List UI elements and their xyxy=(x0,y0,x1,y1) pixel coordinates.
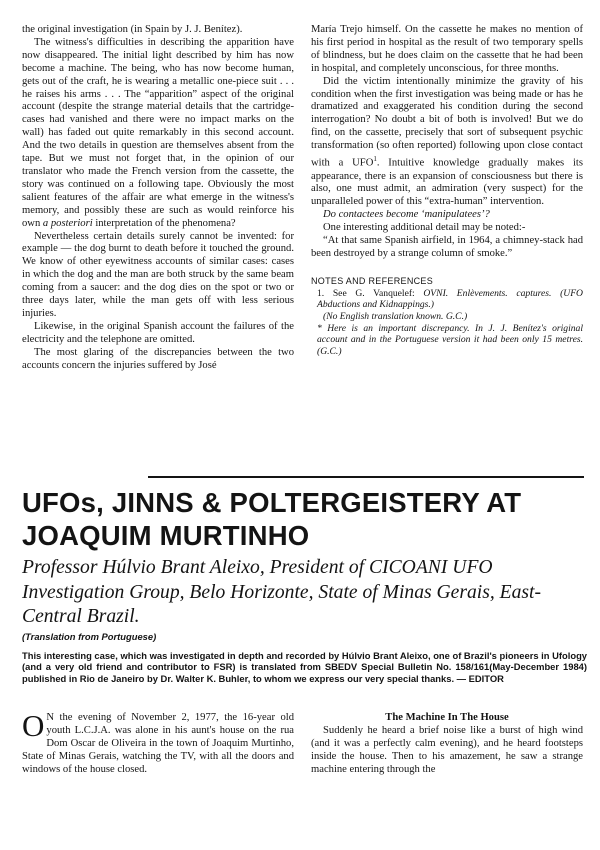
paragraph: the original investigation (in Spain by J. J. Benítez). xyxy=(22,24,243,35)
editor-intro: This interesting case, which was investigated in depth and recorded by Húlvio Brant Aleixo, one of Brazil's pioneers in Ufology (and a very old friend and contributor to FSR) is translated from SBEDV Special Bulletin No. 158/161(May-December 1984) published in Rio de Janeiro by Dr. Walter K. Buhler, to whom we express our very special thanks. — EDITOR xyxy=(22,650,588,684)
article-left-column xyxy=(22,708,294,777)
drop-cap: O xyxy=(22,708,45,743)
article-title: UFOs, JINNS & POLTERGEISTERY AT JOAQUIM MURTINHO xyxy=(22,487,522,551)
top-right-column xyxy=(311,24,583,357)
paragraph: Nevertheless certain details surely cannot be invented: for example — the dog burnt to death before it touched the ground. We know of other eyewitness accounts of similar cases: cases in which the dog and the man are both struck by the same beam coming from a saucer: and the dog dies on the spot or two or three days later, while the man gets off with less serious injuries. xyxy=(22,230,294,319)
note-1: 1. See G. Vanquelef: OVNI. Enlèvements. captures. (UFO Abductions and Kidnappings.) xyxy=(317,287,583,311)
article-byline: Professor Húlvio Brant Aleixo, President of CICOANI UFO Investigation Group, Belo Horizonte, State of Minas Gerais, East-Central Brazil. xyxy=(22,557,542,627)
paragraph: “At that same Spanish airfield, in 1964, a chimney-stack had been destroyed by a strange column of smoke.” xyxy=(311,235,583,259)
paragraph: The witness's difficulties in describing the apparition have now disappeared. The initial light described by him has now become a machine. The being, who has now become human, gets out of the craft, he is wearing a metallic one-piece suit . . . he raises his arms . . . The “apparition” aspect of the original account (despite the strange material details that the cartridge-cases had vanished and there were no impact marks on the wall) has faded out quite remarkably in this second account. And the two details in question are themselves absent from the tape. But we must not forget that, in the opinion of our translator who made the French version from the cassette, the story was continued on a following tape. Obviously the most salient features of the affair are what emerge in the witness's memory, and possibly these are such as would reinforce his own a posteriori interpretation of the phenomena? xyxy=(22,36,294,229)
paragraph: Do contactees become ‘manipulatees’? xyxy=(323,209,490,221)
top-left-column xyxy=(22,24,294,372)
translation-note: (Translation from Portuguese) xyxy=(22,631,157,642)
notes-heading: NOTES AND REFERENCES xyxy=(311,275,434,286)
paragraph: One interesting additional detail may be noted:- xyxy=(323,222,526,234)
section-divider xyxy=(148,476,584,478)
paragraph: O N the evening of November 2, 1977, the 16-year old youth L.C.J.A. was alone in his aunt's house on the rua Dom Oscar de Oliveira in the town of Joaquim Murtinho, State of Minas Gerais, watching the TV, with all the doors and windows of the house closed. xyxy=(22,708,294,775)
section-subheading: The Machine In The House xyxy=(385,712,509,723)
paragraph: María Trejo himself. On the cassette he makes no mention of his first period in hospital as the result of two temporary spells of blindness, but he does claim on the cassette that he had been in hospital, and completely unconscious, for three months. xyxy=(311,24,583,74)
paragraph: Suddenly he heard a brief noise like a burst of high wind (and it was a perfectly calm evening), and he heard footsteps inside the house. Then to his amazement, he saw a strange machine entering through the xyxy=(311,724,583,775)
note-star: * Here is an important discrepancy. In J. J. Benítez's original account and in the Portuguese version it had been only 15 metres. (G.C.) xyxy=(317,322,583,357)
paragraph: Likewise, in the original Spanish account the failures of the electricity and the telephone are omitted. xyxy=(22,320,294,345)
paragraph: Did the victim intentionally minimize the gravity of his condition when the first investigation was being made or has he dramatized and exaggerated his condition during the second interrogation? No doubt a bit of both is involved! But we do find, on the cassette, precisely that sort of subsequent psychic transformation (so often reported) following upon close contact with a UFO$^1$. Intuitive knowledge gradually makes its appearance, there is an expansion of consciousness but there is also, one must admit, an admiration (very suspect) for the unparalleled power of this “extra-human” intervention. xyxy=(311,75,583,208)
note-1-comment: (No English translation known. G.C.) xyxy=(323,310,468,322)
article-right-column xyxy=(311,712,583,777)
notes-section xyxy=(311,275,583,357)
paragraph: The most glaring of the discrepancies between the two accounts concern the injuries suffered by José xyxy=(22,346,294,371)
